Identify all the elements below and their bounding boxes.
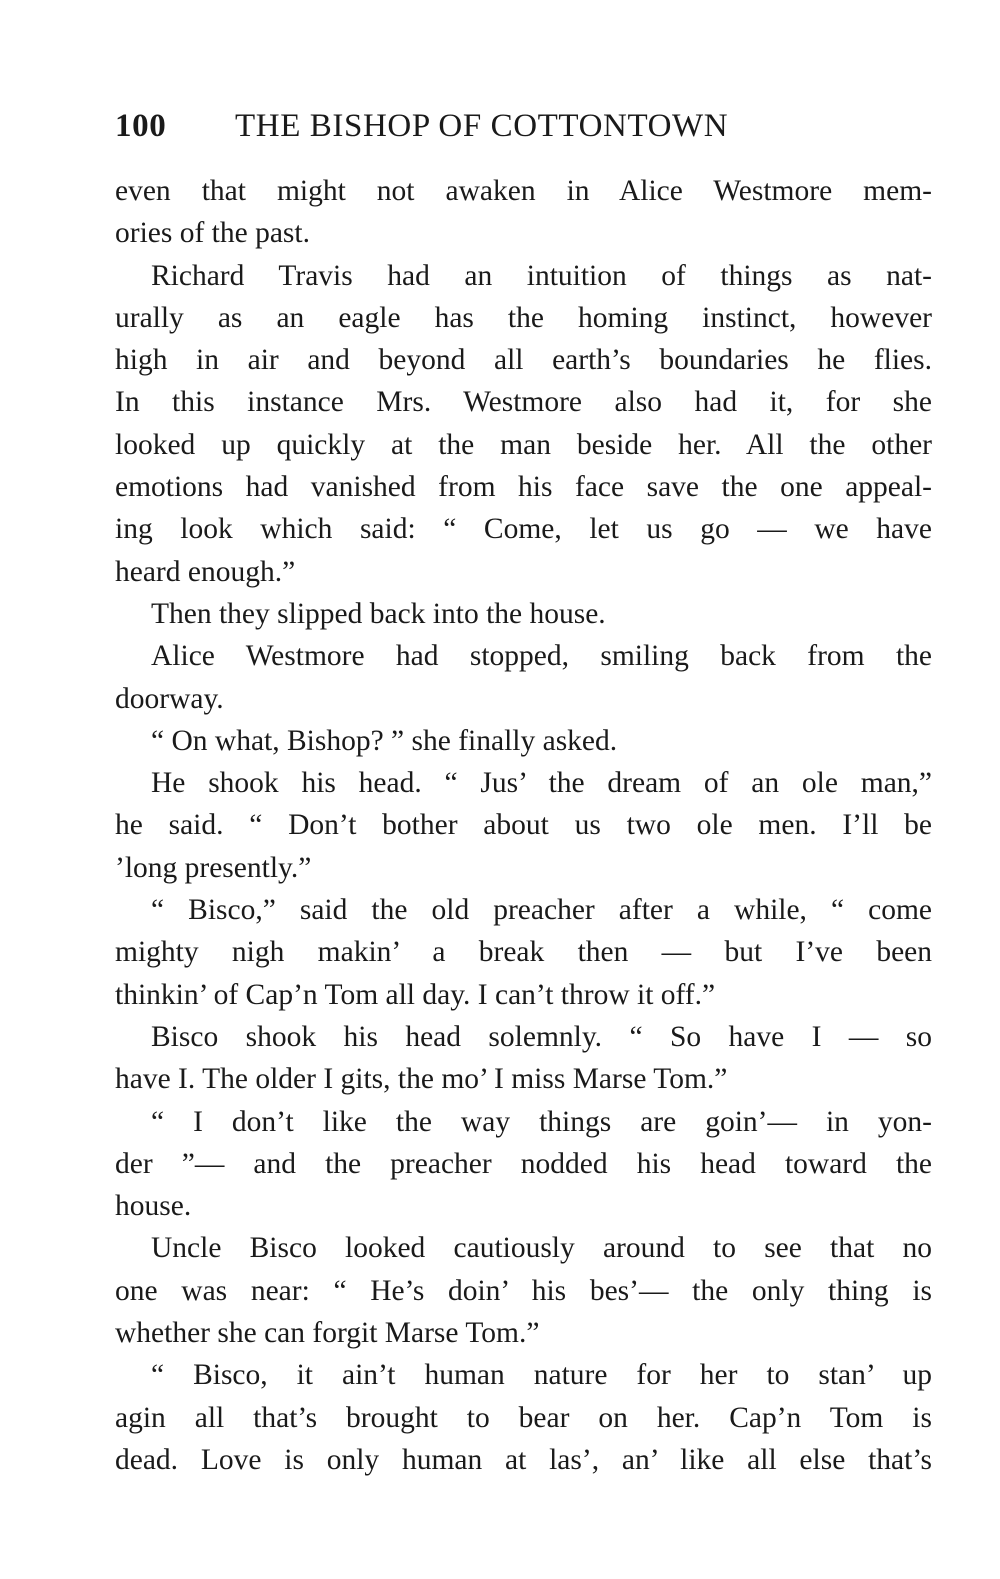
text-line: Then they slipped back into the house. (151, 597, 606, 630)
page-number: 100 (115, 108, 167, 144)
text-line: Alice Westmore had stopped, smiling back from the (151, 640, 932, 673)
text-line: He shook his head. “ Jus’ the dream of an ole man,” (151, 767, 932, 800)
text-line: der ”— and the preacher nodded his head toward the (115, 1147, 932, 1180)
text-line: heard enough.” (115, 555, 296, 588)
text-line: urally as an eagle has the homing instinct, however (115, 301, 932, 334)
text-line: he said. “ Don’t bother about us two ole men. I’ll be (115, 809, 932, 842)
text-line: Bisco shook his head solemnly. “ So have I — so (151, 1020, 932, 1053)
text-line: “ Bisco, it ain’t human nature for her to stan’ up (151, 1359, 932, 1392)
text-line: ories of the past. (115, 217, 310, 250)
text-line: ’long presently.” (115, 851, 312, 884)
text-line: house. (115, 1190, 192, 1223)
text-line: mighty nigh makin’ a break then — but I’ve been (115, 936, 932, 969)
body-text (115, 170, 932, 1481)
text-line: agin all that’s brought to bear on her. Cap’n Tom is (115, 1401, 932, 1434)
text-line: one was near: “ He’s doin’ his bes’— the only thing is (115, 1274, 932, 1307)
running-head (115, 108, 935, 152)
text-line: Richard Travis had an intuition of things as nat- (151, 259, 932, 292)
text-line: “ Bisco,” said the old preacher after a while, “ come (151, 894, 932, 927)
text-line: Uncle Bisco looked cautiously around to see that no (151, 1232, 932, 1265)
text-line: looked up quickly at the man beside her. All the other (115, 428, 932, 461)
text-line: In this instance Mrs. Westmore also had it, for she (115, 386, 932, 419)
text-line: whether she can forgit Marse Tom.” (115, 1317, 540, 1350)
running-title: THE BISHOP OF COTTONTOWN (235, 108, 729, 144)
text-line: “ On what, Bishop? ” she finally asked. (151, 724, 618, 757)
text-line: even that might not awaken in Alice Westmore mem- (115, 175, 932, 207)
text-line: high in air and beyond all earth’s boundaries he flies. (115, 344, 932, 377)
text-line: have I. The older I gits, the mo’ I miss Marse Tom.” (115, 1063, 728, 1096)
text-line: doorway. (115, 682, 224, 715)
text-line: thinkin’ of Cap’n Tom all day. I can’t throw it off.” (115, 978, 716, 1011)
text-line: emotions had vanished from his face save the one appeal- (115, 471, 932, 504)
text-line: “ I don’t like the way things are goin’— in yon- (151, 1105, 932, 1138)
text-line: ing look which said: “ Come, let us go — we have (115, 513, 932, 546)
text-line: dead. Love is only human at las’, an’ like all else that’s (115, 1443, 932, 1476)
